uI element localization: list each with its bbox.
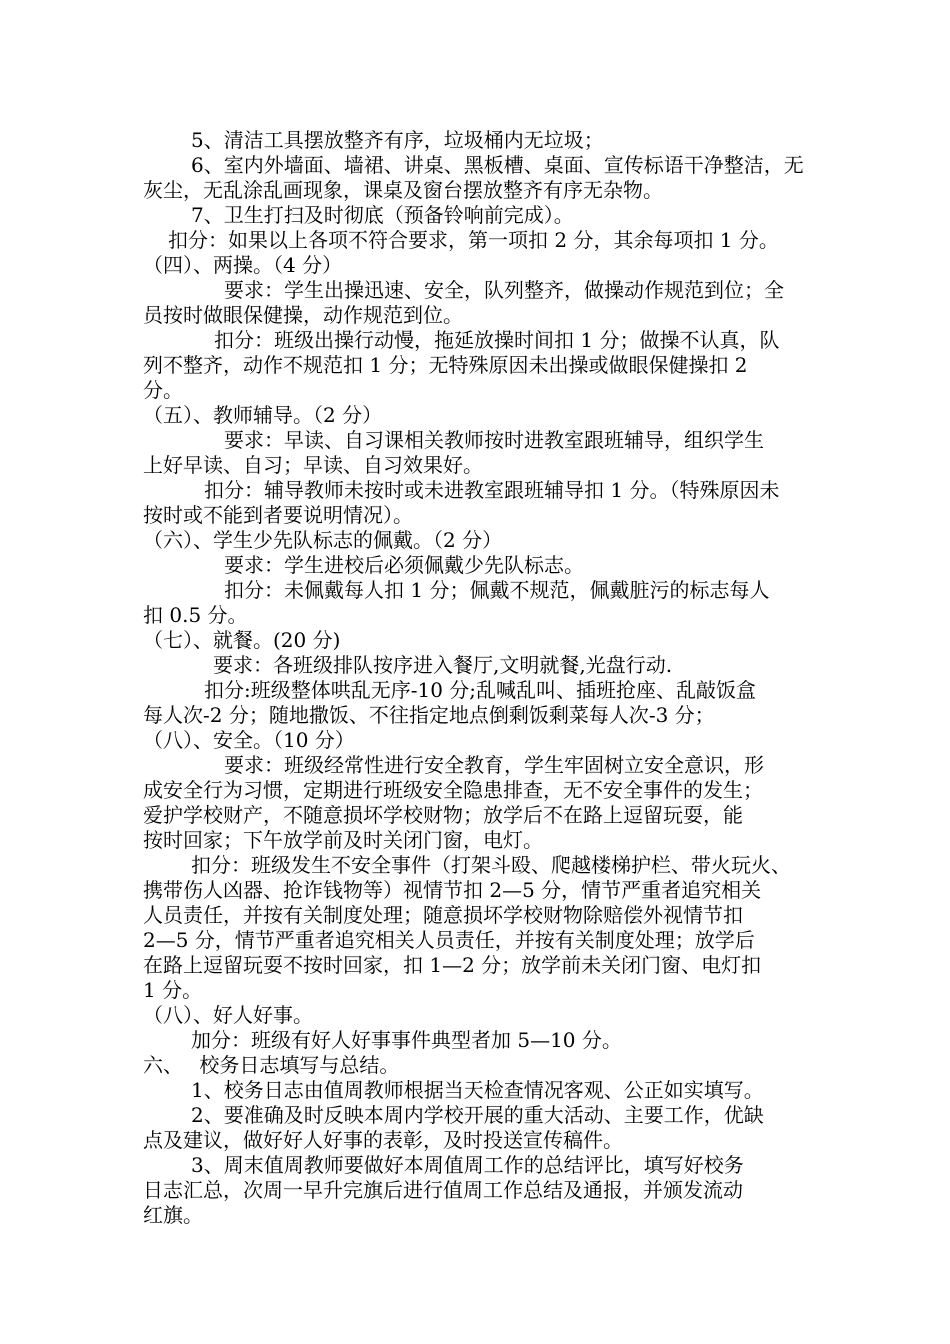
text-line: 加分：班级有好人好事事件典型者加 5—10 分。 (191, 1028, 622, 1052)
text-line: 要求：早读、自习课相关教师按时进教室跟班辅导，组织学生 (224, 428, 764, 452)
text-line: 扣分：辅导教师未按时或未进教室跟班辅导扣 1 分。（特殊原因未 (204, 478, 780, 502)
text-line: 扣分：班级发生不安全事件（打架斗殴、爬越楼梯护栏、带火玩火、 (191, 853, 791, 877)
text-line: 3、周末值周教师要做好本周值周工作的总结评比，填写好校务 (191, 1153, 744, 1177)
text-line: 人员责任，并按有关制度处理；随意损坏学校财物除赔偿外视情节扣 (143, 903, 743, 927)
text-line: 扣 0.5 分。 (143, 603, 248, 627)
text-line: 每人次-2 分；随地撒饭、不往指定地点倒剩饭剩菜每人次-3 分； (143, 703, 715, 727)
section-heading: （八）、好人好事。 (143, 1003, 313, 1027)
section-heading: （五）、教师辅导。（2 分） (143, 403, 383, 427)
text-line: 在路上逗留玩耍不按时回家，扣 1—2 分；放学前未关闭门窗、电灯扣 (143, 953, 762, 977)
text-line: 爱护学校财产，不随意损坏学校财物；放学后不在路上逗留玩耍，能 (143, 803, 743, 827)
text-line: 红旗。 (143, 1203, 203, 1227)
text-line: 要求：学生出操迅速、安全，队列整齐，做操动作规范到位；全 (224, 278, 784, 302)
text-line: 2、要准确及时反映本周内学校开展的重大活动、主要工作，优缺 (191, 1103, 764, 1127)
section-heading: 六、 校务日志填写与总结。 (143, 1053, 400, 1077)
text-line: 上好早读、自习；早读、自习效果好。 (143, 453, 483, 477)
text-line: 要求：学生进校后必须佩戴少先队标志。 (224, 553, 584, 577)
text-line: 成安全行为习惯，定期进行班级安全隐患排查，无不安全事件的发生； (143, 778, 763, 802)
text-line: 扣分：未佩戴每人扣 1 分；佩戴不规范，佩戴脏污的标志每人 (224, 578, 770, 602)
text-line: 灰尘，无乱涂乱画现象，课桌及窗台摆放整齐有序无杂物。 (143, 178, 663, 202)
text-line: 6、室内外墙面、墙裙、讲桌、黑板槽、桌面、宣传标语干净整洁，无 (191, 153, 804, 177)
section-heading: （四）、两操。（4 分） (143, 253, 343, 277)
text-line: 2—5 分，情节严重者追究相关人员责任，并按有关制度处理；放学后 (143, 928, 755, 952)
text-line: 要求：各班级排队按序进入餐厅,文明就餐,光盘行动. (213, 653, 673, 677)
section-heading: （八）、安全。（10 分） (143, 728, 355, 752)
text-line: 列不整齐，动作不规范扣 1 分；无特殊原因未出操或做眼保健操扣 2 (143, 353, 748, 377)
text-line: 按时回家；下午放学前及时关闭门窗，电灯。 (143, 828, 543, 852)
text-line: 1 分。 (143, 978, 203, 1002)
text-line: 扣分：班级出操行动慢，拖延放操时间扣 1 分；做操不认真，队 (214, 328, 780, 352)
text-line: 按时或不能到者要说明情况）。 (143, 503, 413, 527)
text-line: 要求：班级经常性进行安全教育，学生牢固树立安全意识，形 (224, 753, 764, 777)
text-line: 日志汇总，次周一早升完旗后进行值周工作总结及通报，并颁发流动 (143, 1178, 743, 1202)
text-line: 分。 (143, 378, 183, 402)
section-heading: （六）、学生少先队标志的佩戴。（2 分） (143, 528, 503, 552)
text-line: 7、卫生打扫及时彻底（预备铃响前完成）。 (191, 203, 574, 227)
text-line: 5、清洁工具摆放整齐有序，垃圾桶内无垃圾； (191, 128, 604, 152)
section-heading: （七）、就餐。(20 分) (143, 628, 341, 652)
text-line: 扣分：如果以上各项不符合要求，第一项扣 2 分，其余每项扣 1 分。 (168, 228, 779, 252)
text-line: 点及建议，做好好人好事的表彰，及时投送宣传稿件。 (143, 1128, 623, 1152)
text-line: 携带伤人凶器、抢诈钱物等）视情节扣 2—5 分，情节严重者追究相关 (143, 878, 762, 902)
text-line: 扣分:班级整体哄乱无序-10 分;乱喊乱叫、插班抢座、乱敲饭盒 (204, 678, 757, 702)
text-line: 员按时做眼保健操，动作规范到位。 (143, 303, 463, 327)
text-line: 1、校务日志由值周教师根据当天检查情况客观、公正如实填写。 (191, 1078, 764, 1102)
